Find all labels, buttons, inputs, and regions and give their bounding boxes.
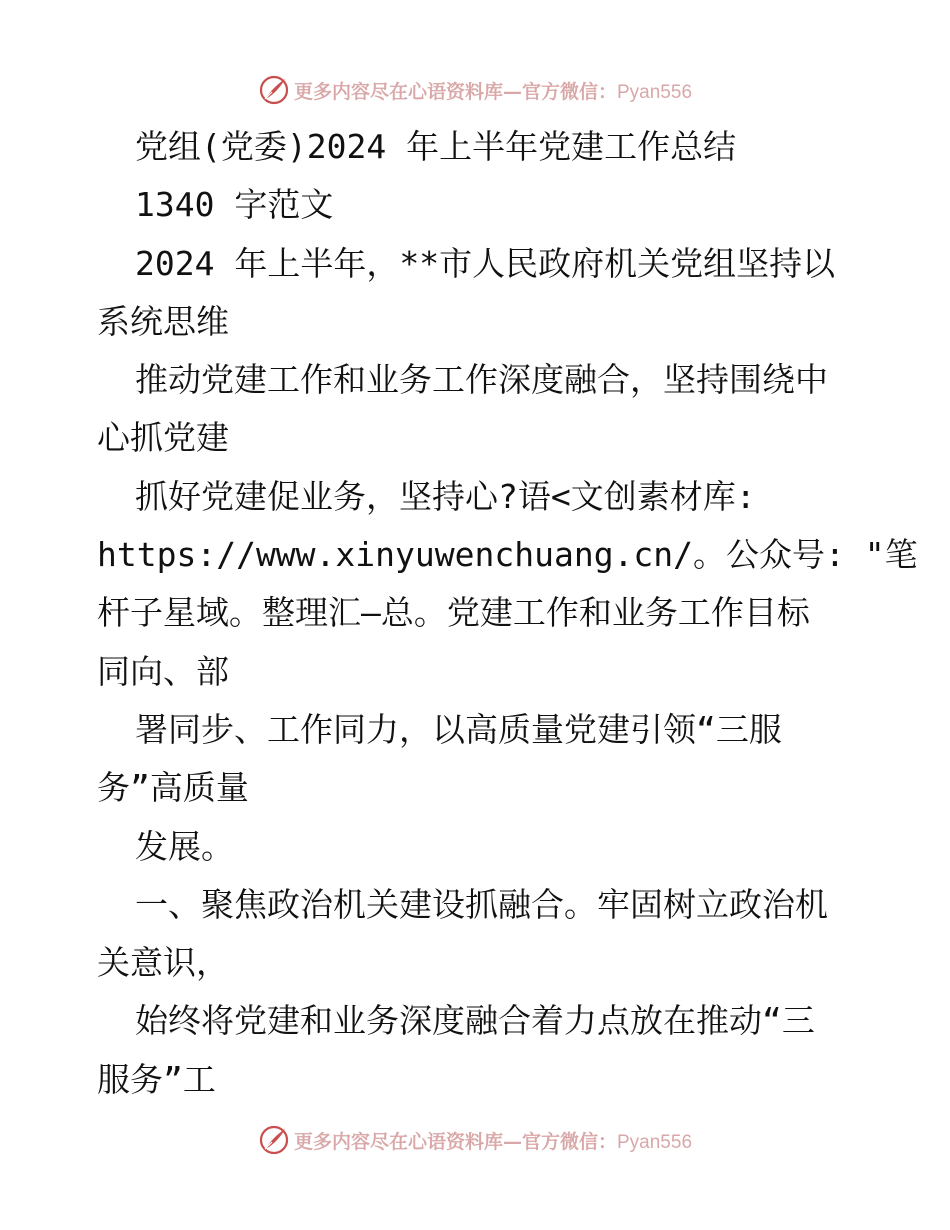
watermark-contact: Pyan556 — [617, 81, 693, 103]
watermark-banner-bottom — [0, 1122, 950, 1158]
document-line: 1340 字范文 — [135, 185, 334, 225]
document-line: 2024 年上半年，**市人民政府机关党组坚持以 — [135, 243, 836, 283]
feather-pen-logo-icon — [258, 74, 290, 106]
document-line: 抓好党建促业务，坚持心?语<文创素材库: — [135, 476, 756, 516]
document-line: 署同步、工作同力，以高质量党建引领“三服 — [135, 709, 782, 749]
document-line: https://www.xinyuwenchuang.cn/。公众号: "笔 — [97, 535, 918, 575]
document-line: 杆子星域。整理汇—总。党建工作和业务工作目标 — [97, 593, 810, 633]
watermark-text: 更多内容尽在心语资料库—官方微信：Pyan556 — [293, 1130, 693, 1153]
document-line: 同向、部 — [97, 651, 229, 691]
document-line: 心抓党建 — [97, 418, 229, 458]
feather-pen-logo-icon — [258, 1124, 290, 1156]
document-line: 一、聚焦政治机关建设抓融合。牢固树立政治机 — [135, 884, 828, 924]
document-line: 关意识， — [97, 943, 229, 983]
document-body — [97, 118, 918, 1109]
document-line: 务”高质量 — [97, 768, 249, 808]
document-line: 系统思维 — [97, 301, 229, 341]
document-line: 始终将党建和业务深度融合着力点放在推动“三 — [135, 1001, 815, 1041]
document-line: 党组(党委)2024 年上半年党建工作总结 — [135, 127, 737, 166]
watermark-banner-top — [0, 72, 950, 108]
document-line: 推动党建工作和业务工作深度融合，坚持围绕中 — [135, 360, 828, 400]
document-line: 发展。 — [135, 826, 234, 866]
watermark-text: 更多内容尽在心语资料库—官方微信：Pyan556 — [293, 80, 693, 103]
watermark-contact: Pyan556 — [617, 1131, 693, 1153]
document-line: 服务”工 — [97, 1059, 216, 1099]
